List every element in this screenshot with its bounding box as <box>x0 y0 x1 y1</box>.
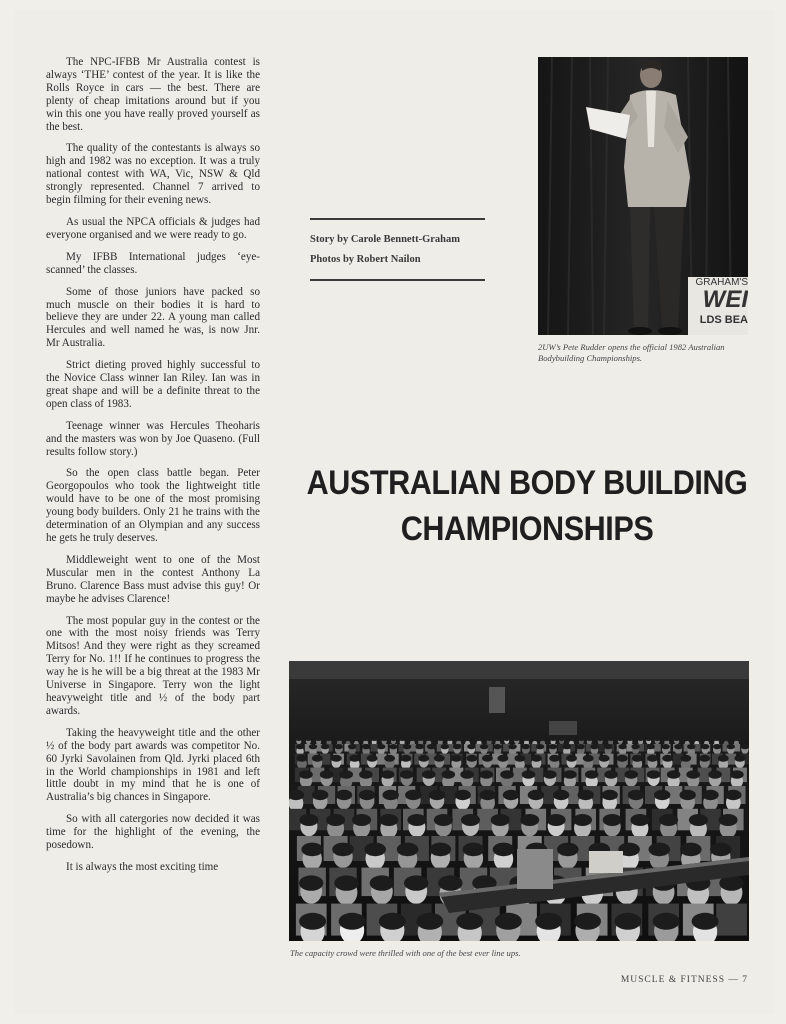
byline-rule-bottom <box>310 279 485 281</box>
article-paragraph: Some of those juniors have packed so much muscle on their bodies it is hard to believe they are under 22. A young man called Hercules and well named he was, is now Jnr. Mr Australia. <box>46 285 260 350</box>
article-body <box>46 56 260 883</box>
speaker-photo <box>538 57 748 335</box>
page-folio: MUSCLE & FITNESS — 7 <box>620 975 748 985</box>
photo-credit: Photos by Robert Nailon <box>310 254 421 265</box>
article-paragraph: So with all catergories now decided it was time for the highlight of the evening, the posedown. <box>46 813 260 852</box>
article-paragraph: My IFBB International judges ‘eye-scanned’ the classes. <box>46 250 260 276</box>
article-paragraph: Strict dieting proved highly successful to the Novice Class winner Ian Riley. Ian was in great shape and will be a definite threat to the open class of 1983. <box>46 359 260 410</box>
article-paragraph: Teenage winner was Hercules Theoharis and the masters was won by Joe Quaseno. (Full results follow story.) <box>46 419 260 458</box>
article-paragraph: Middleweight went to one of the Most Muscular men in the contest Anthony La Bruno. Clarence Bass must advise this guy! Or maybe he advises Clarence! <box>46 553 260 605</box>
sign-line-2: WEI <box>702 286 748 313</box>
headline-line-2: CHAMPIONSHIPS <box>400 510 654 548</box>
story-credit: Story by Carole Bennett-Graham <box>310 234 460 245</box>
article-paragraph: As usual the NPCA officials & judges had everyone organised and we were ready to go. <box>46 215 260 241</box>
article-paragraph: The most popular guy in the contest or the one with the most noisy friends was Terry Mitsos! And they were right as they screamed Terry for No. 1!! If he continues to progress the way he is he will be a big threat at the 1983 Mr Universe in Singapore. Terry won the light heavyweight title and ½ of the body part awards. <box>46 614 260 717</box>
headline-line-1: AUSTRALIAN BODY BUILDING <box>306 464 748 502</box>
crowd-photo-caption: The capacity crowd were thrilled with one of the best ever line ups. <box>290 948 521 958</box>
sign-line-3: LDS BEA <box>699 314 748 326</box>
article-paragraph: It is always the most exciting time <box>66 860 219 873</box>
article-paragraph: Taking the heavyweight title and the other ½ of the body part awards was competitor No. 60 Jyrki Savolainen from Qld. Jyrki placed 6th in the World championships in 1981 and left little doubt in my mind that he is one of Australia’s big chances in Singapore. <box>46 726 260 804</box>
crowd-photo <box>289 661 749 941</box>
sponsor-sign <box>688 277 748 335</box>
article-paragraph: So the open class battle began. Peter Georgopoulos who took the lightweight title would have to be one of the most promising young body builders. Only 21 he trains with the determination of an Olympian and any success he gets he truly deserves. <box>46 467 260 544</box>
article-headline <box>307 460 748 552</box>
article-paragraph: The NPC-IFBB Mr Australia contest is always ‘THE’ contest of the year. It is like the Rolls Royce in cars — the best. There are plenty of cheap imitations around but if you win this one you have really proved yourself as the best. <box>46 56 260 133</box>
byline-rule-top <box>310 218 485 220</box>
byline-block <box>310 218 485 281</box>
article-paragraph: The quality of the contestants is always so high and 1982 was no exception. It was a truly national contest with WA, Vic, NSW & Qld strongly represented. Channel 7 arrived to begin filming for their evening news. <box>46 142 260 207</box>
sign-line-1: GRAHAM'S <box>695 277 748 288</box>
speaker-photo-caption: 2UW’s Pete Rudder opens the official 1982 Australian Bodybuilding Championships. <box>538 342 725 363</box>
